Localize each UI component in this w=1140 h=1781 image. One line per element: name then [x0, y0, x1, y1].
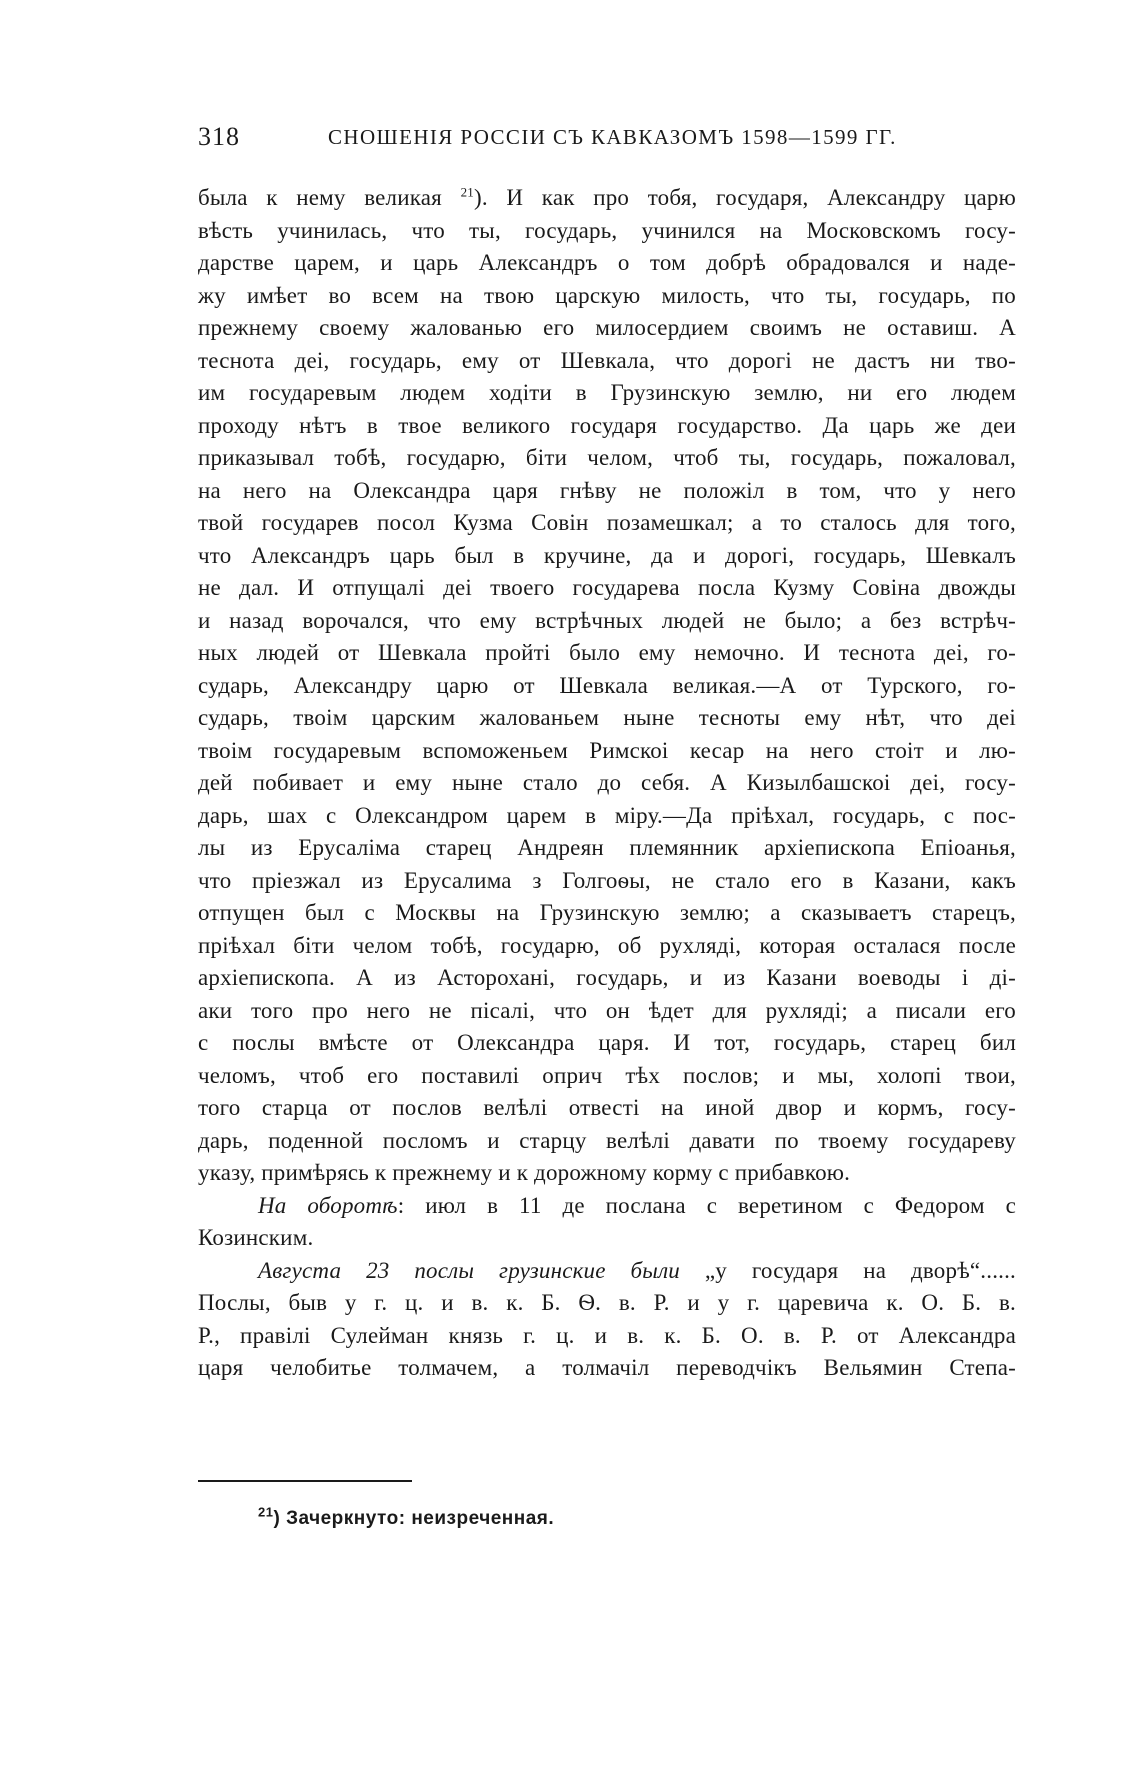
text-line: отпущен был с Москвы на Грузинскую землю; а сказываетъ старецъ,	[198, 900, 1016, 925]
text-line: того старца от послов велѣлі отвестi на иной двор и кормъ, госу-	[198, 1095, 1016, 1120]
main-text	[198, 182, 1016, 1385]
text-line: сударь, твоім царским жалованьем ныне тесноты ему нѣт, что деі	[198, 705, 1016, 730]
text-line: челомъ, чтоб его поставилі оприч тѣх послов; и мы, холопі твои,	[198, 1062, 1016, 1088]
august-line: Августа 23 послы грузинские были „у государя на дворѣ“......	[258, 1257, 1016, 1283]
text-line: сударь, Александру царю от Шевкала великая.—А от Турского, го-	[198, 672, 1016, 698]
running-head: СНОШЕНІЯ РОССІИ СЪ КАВКАЗОМЪ 1598—1599 ГГ.	[328, 125, 897, 149]
footnote-text: ) Зачеркнуто: неизреченная.	[273, 1508, 555, 1529]
text-line: жу имѣет во всем на твою царскую милость, что ты, государь, по	[198, 282, 1016, 308]
endorsement-line: На оборотѣ: июл в 11 де послана с веретином с Федором с	[258, 1192, 1016, 1218]
text-line: твоім государевым вспоможеньем Римскоі кесар на него стоіт и лю-	[198, 737, 1016, 763]
text-line: дарь, шах с Олександром царем в міру.—Да пріѣхал, государь, с пос-	[198, 802, 1016, 828]
page-header	[198, 122, 1016, 162]
text-line: пріѣхал біти челом тобѣ, государю, об рухляді, которая осталася после	[198, 932, 1016, 958]
text-line: Р., правілі Сулейман князь г. ц. и в. к. Б. О. в. Р. от Александра	[198, 1322, 1016, 1348]
endorsement-label: На оборотѣ	[258, 1192, 398, 1218]
footnote-ref: 21	[460, 184, 474, 200]
text-line: и назад ворочался, что ему встрѣчных людей не было; а без встрѣч-	[198, 607, 1016, 633]
text-line-1: была к нему великая $^{21}$). И как про тобя, государя, Александру царю	[198, 184, 1016, 210]
text-line: дарстве царем, и царь Александръ о том добрѣ обрадовался и наде-	[198, 250, 1016, 275]
text-line: что пріезжал из Ерусалима з Голгоѳы, не стало его в Казани, какъ	[198, 867, 1016, 893]
text-line: ных людей от Шевкала пройті было ему немочно. И теснота деі, го-	[198, 640, 1016, 665]
text-line: лы из Ерусаліма старец Андреян племянник архіепископа Епіоанья,	[198, 835, 1016, 860]
text-line: дарь, поденной посломъ и старцу велѣлі давати по твоему государеву	[198, 1127, 1016, 1153]
text-line: Послы, быв у г. ц. и в. к. Б. Ѳ. в. Р. и у г. царевича к. О. Б. в.	[198, 1290, 1016, 1315]
text-line: что Александръ царь был в кручине, да и дорогі, государь, Шевкалъ	[198, 542, 1016, 568]
text-line: архіепископа. А из Асторохані, государь, и из Казани воеводы і ді-	[198, 965, 1016, 990]
endorsement-line-2: Козинским.	[198, 1225, 314, 1250]
text-line: проходу нѣтъ в твое великого государя государство. Да царь же деи	[198, 412, 1016, 438]
page-number: 318	[198, 122, 240, 151]
text-line: теснота деі, государь, ему от Шевкала, что дорогі не дастъ ни тво-	[198, 347, 1016, 373]
text-line: прежнему своему жалованью его милосердием своимъ не оставиш. А	[198, 315, 1016, 340]
text-line: с послы вмѣсте от Олександра царя. И тот, государь, старец бил	[198, 1030, 1016, 1055]
footnote	[258, 1504, 555, 1530]
footnote-marker: 21	[258, 1504, 274, 1520]
august-label: Августа 23 послы грузинские были	[258, 1257, 681, 1283]
text-line: указу, примѣрясь к прежнему и к дорожному корму с прибавкою.	[198, 1160, 851, 1185]
text-line: дей побивает и ему ныне стало до себя. А Кизылбашскоі деі, госу-	[198, 770, 1016, 795]
text-line: на него на Олександра царя гнѣву не положіл в том, что у него	[198, 477, 1016, 503]
text-line: царя челобитье толмачем, а толмачіл переводчікъ Вельямин Степа-	[198, 1355, 1016, 1380]
text-line: не дал. И отпущалі деі твоего государева посла Кузму Совіна двожды	[198, 575, 1016, 600]
text-line: вѣсть учинилась, что ты, государь, учинился на Московскомъ госу-	[198, 217, 1016, 243]
text-line: приказывал тобѣ, государю, біти челом, чтоб ты, государь, пожаловал,	[198, 445, 1016, 470]
text-line: твой государев посол Кузма Совін позамешкал; а то сталось для того,	[198, 510, 1016, 535]
text-line: им государевым людем ходіти в Грузинскую землю, ни его людем	[198, 380, 1016, 405]
text-line: аки того про него не пісалі, что он ѣдет для рухляді; а писали его	[198, 997, 1016, 1023]
footnote-divider	[198, 1480, 412, 1482]
